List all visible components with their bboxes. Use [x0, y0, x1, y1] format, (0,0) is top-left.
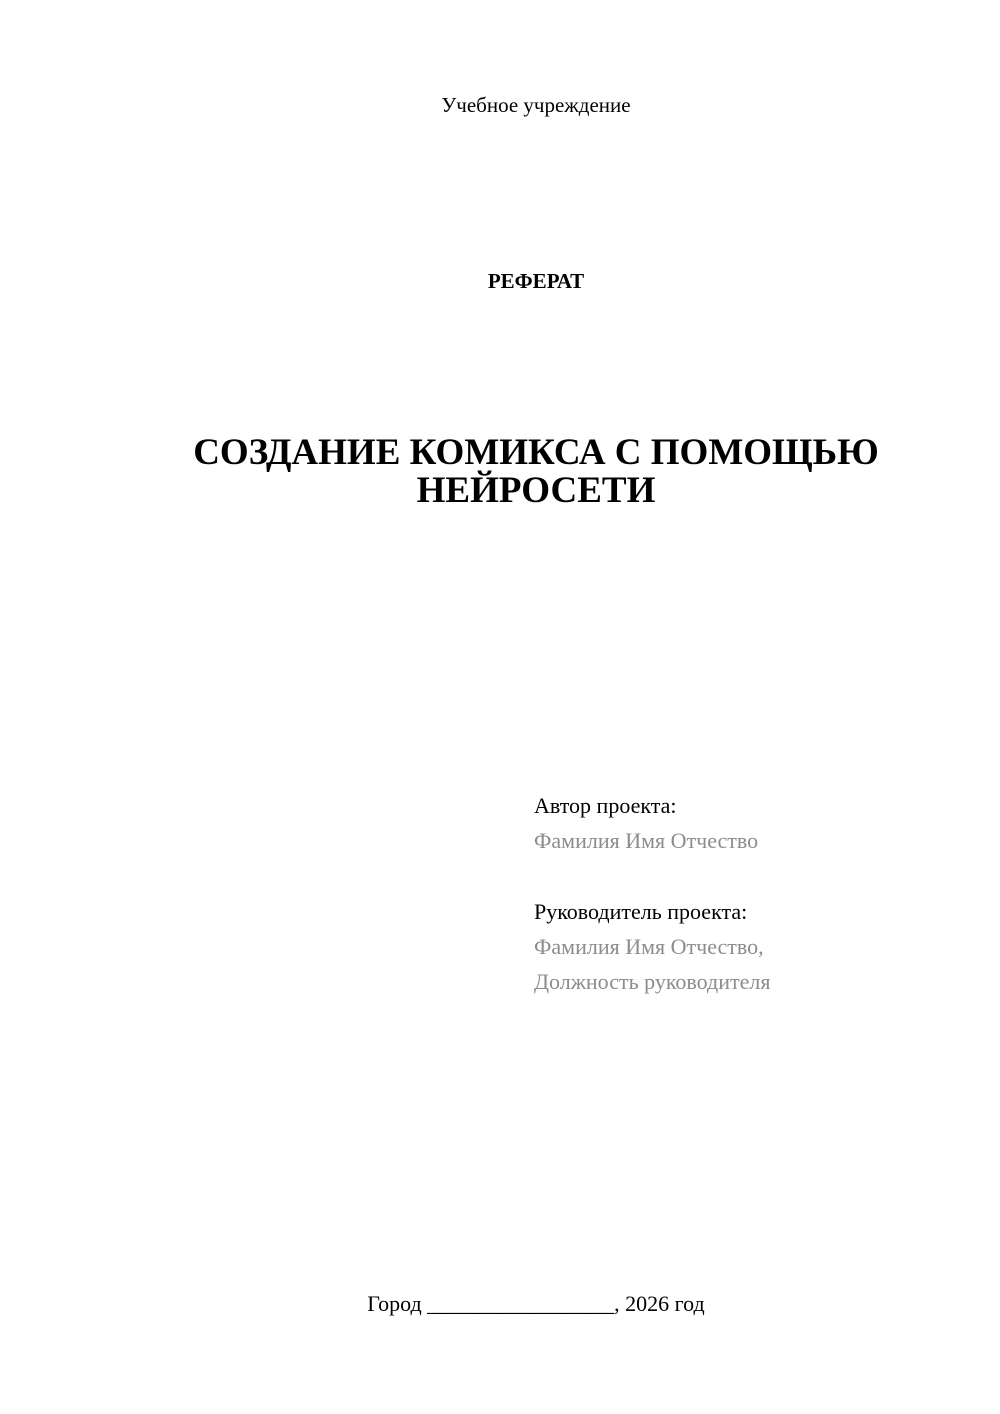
city-year-line: Город _________________, 2026 год [367, 1291, 705, 1316]
credits-block [534, 788, 954, 999]
title-line-1: СОЗДАНИЕ КОМИКСА С ПОМОЩЬЮ [193, 432, 879, 473]
document-type: РЕФЕРАТ [487, 269, 585, 293]
supervisor-position: Должность руководителя [534, 969, 771, 994]
supervisor-name: Фамилия Имя Отчество, [534, 934, 764, 959]
institution-name: Учебное учреждение [441, 93, 631, 117]
title-line-2: НЕЙРОСЕТИ [416, 470, 656, 511]
supervisor-label: Руководитель проекта: [534, 899, 748, 924]
credits-spacer [534, 858, 954, 894]
author-name: Фамилия Имя Отчество [534, 828, 759, 853]
author-label: Автор проекта: [534, 793, 677, 818]
document-title [0, 434, 1000, 510]
